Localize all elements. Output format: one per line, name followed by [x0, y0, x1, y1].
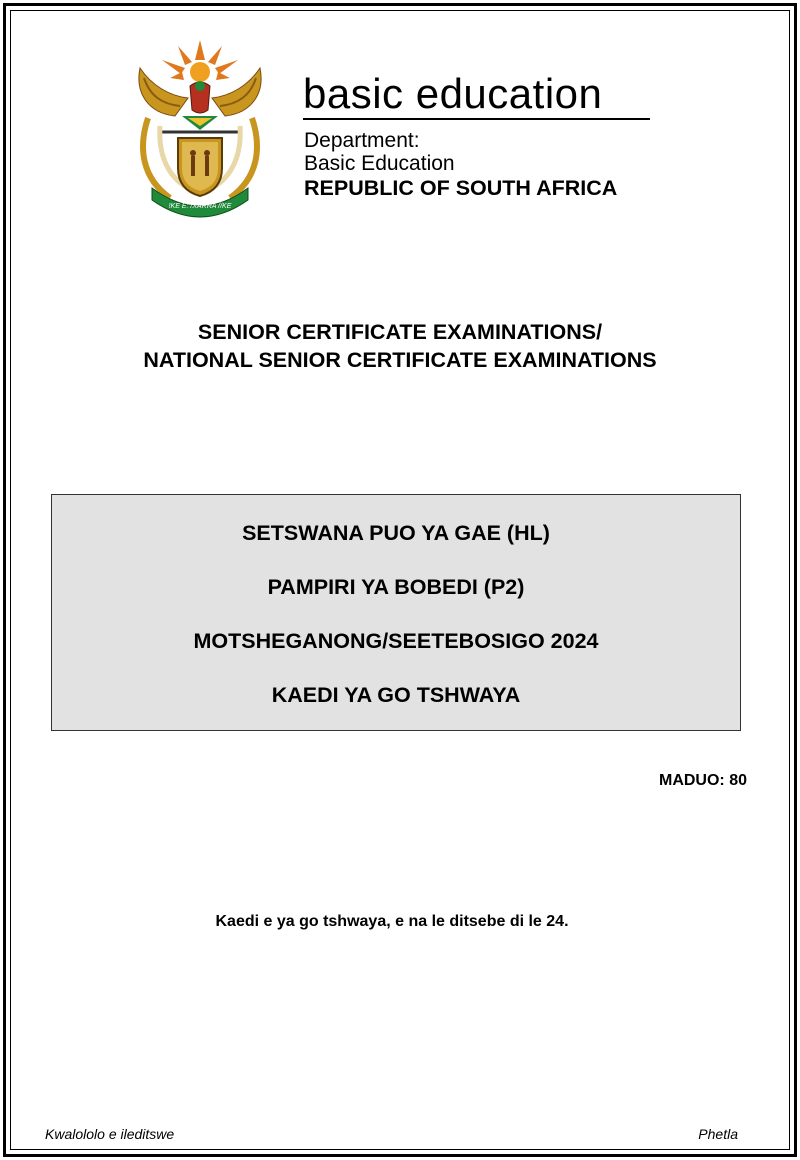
- exam-title-line-2: NATIONAL SENIOR CERTIFICATE EXAMINATIONS: [143, 348, 657, 372]
- subject-title: SETSWANA PUO YA GAE (HL): [242, 521, 550, 545]
- subject-info-box: [51, 494, 741, 731]
- total-marks: MADUO: 80: [658, 772, 747, 789]
- exam-session: MOTSHEGANONG/SEETEBOSIGO 2024: [193, 629, 599, 653]
- brand-title: basic education: [303, 70, 603, 117]
- country-name: REPUBLIC OF SOUTH AFRICA: [304, 176, 618, 200]
- footer-copyright: Kwalololo e ileditswe: [45, 1126, 175, 1142]
- document-type: KAEDI YA GO TSHWAYA: [271, 683, 521, 707]
- footer-turn-over: Phetla: [698, 1126, 738, 1142]
- paper-title: PAMPIRI YA BOBEDI (P2): [267, 575, 525, 599]
- page-count-note: Kaedi e ya go tshwaya, e na le ditsebe di le 24.: [215, 913, 569, 930]
- coat-of-arms-icon: [130, 38, 270, 218]
- department-label: Department:: [304, 129, 420, 152]
- department-name: Basic Education: [304, 152, 455, 175]
- coat-of-arms-motto: !KE E: /XARRA //KE: [168, 203, 232, 210]
- exam-title-line-1: SENIOR CERTIFICATE EXAMINATIONS/: [197, 320, 603, 344]
- brand-divider: [303, 118, 650, 120]
